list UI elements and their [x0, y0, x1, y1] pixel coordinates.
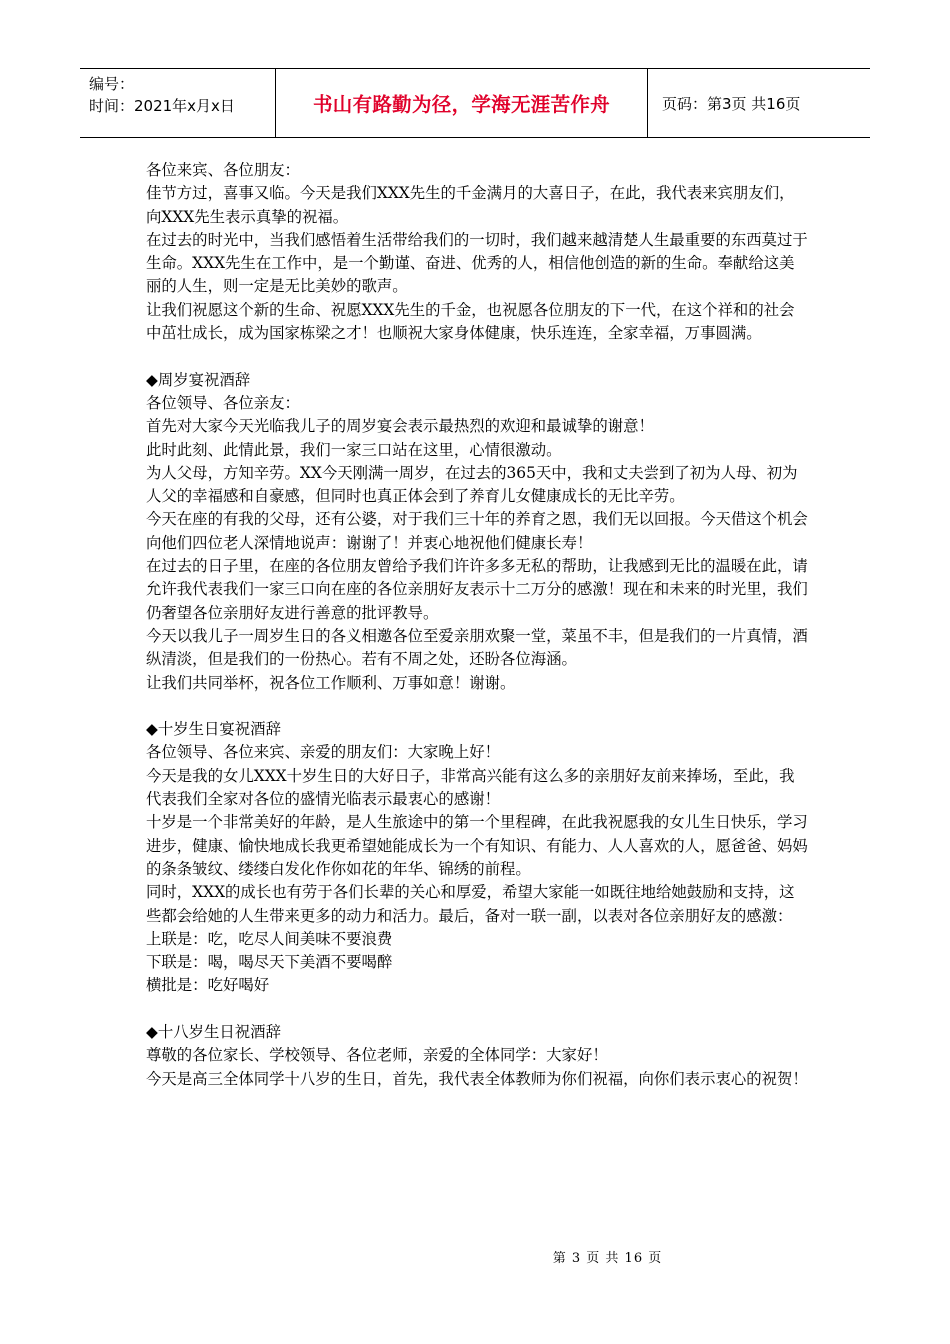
document-date: 时间：2021年x月x日 [89, 97, 235, 115]
paragraph: 佳节方过，喜事又临。今天是我们XXX先生的千金满月的大喜日子，在此，我代表来宾朋友们，向XXX先生表示真挚的祝福。 [146, 184, 795, 226]
paragraph: 今天以我儿子一周岁生日的各义相邀各位至爱亲朋欢聚一堂，菜虽不丰，但是我们的一片真情，酒纵清淡，但是我们的一份热心。若有不周之处，还盼各位海涵。 [146, 626, 808, 669]
page-footer [0, 1247, 950, 1266]
paragraph-spacer [146, 695, 808, 718]
paragraph: 让我们共同举杯，祝各位工作顺利、万事如意！谢谢。 [146, 673, 516, 692]
header-meta [80, 69, 276, 137]
paragraph: 今天是我的女儿XXX十岁生日的大好日子，非常高兴能有这么多的亲朋好友前来捧场，至此，我代表我们全家对各位的盛情光临表示最衷心的感谢！ [146, 766, 795, 809]
couplet-line: 下联是：喝，喝尽天下美酒不要喝醉 [146, 953, 393, 972]
paragraph: 在过去的日子里，在座的各位朋友曾给予我们许许多多无私的帮助，让我感到无比的温暖在此，请允许我代表我们一家三口向在座的各位亲朋好友表示十二万分的感激！现在和未来的时光里，我们仍奢望各位亲朋好友进行善意的批评教导。 [146, 557, 808, 622]
paragraph: 首先对大家今天光临我儿子的周岁宴会表示最热烈的欢迎和最诚挚的谢意！ [146, 417, 654, 436]
header-motto-cell [276, 69, 648, 137]
header-page-info: 页码：第3页 共16页 [662, 94, 801, 113]
couplet-line: 横批是：吃好喝好 [146, 976, 270, 995]
page-header [80, 68, 870, 138]
document-number-label: 编号： [89, 75, 135, 93]
footer-page-number: 第 3 页 共 16 页 [552, 1251, 663, 1266]
paragraph: 各位领导、各位来宾、亲爱的朋友们：大家晚上好！ [146, 743, 500, 762]
section-heading: ◆十岁生日宴祝酒辞 [146, 720, 281, 739]
paragraph: 今天是高三全体同学十八岁的生日，首先，我代表全体教师为你们祝福，向你们表示衷心的祝贺！ [146, 1069, 808, 1088]
couplet-line: 上联是：吃，吃尽人间美味不要浪费 [146, 929, 393, 948]
paragraph: 让我们祝愿这个新的生命、祝愿XXX先生的千金，也祝愿各位朋友的下一代，在这个祥和的社会中茁壮成长，成为国家栋梁之才！也顺祝大家身体健康，快乐连连，全家幸福，万事圆满。 [146, 300, 795, 343]
paragraph-spacer [146, 998, 808, 1021]
paragraph: 各位领导、各位亲友： [146, 393, 300, 412]
paragraph: 各位来宾、各位朋友： [146, 161, 300, 179]
paragraph: 今天在座的有我的父母，还有公婆，对于我们三十年的养育之恩，我们无以回报。今天借这个机会向他们四位老人深情地说声：谢谢了！并衷心地祝他们健康长寿！ [146, 510, 808, 552]
paragraph: 此时此刻、此情此景，我们一家三口站在这里，心情很激动。 [146, 440, 562, 459]
paragraph: 尊敬的各位家长、学校领导、各位老师，亲爱的全体同学：大家好！ [146, 1046, 608, 1065]
document-body [146, 159, 808, 1091]
paragraph: 同时，XXX的成长也有劳于各们长辈的关心和厚爱，希望大家能一如既往地给她鼓励和支持，这些都会给她的人生带来更多的动力和活力。最后，备对一联一副，以表对各位亲朋好友的感激： [146, 883, 795, 925]
section-heading: ◆十八岁生日祝酒辞 [146, 1022, 281, 1041]
paragraph-spacer [146, 345, 808, 368]
paragraph: 为人父母，方知辛劳。XX今天刚满一周岁，在过去的365天中，我和丈夫尝到了初为人母、初为人父的幸福感和自豪感，但同时也真正体会到了养育儿女健康成长的无比辛劳。 [146, 463, 798, 506]
paragraph: 在过去的时光中，当我们感悟着生活带给我们的一切时，我们越来越清楚人生最重要的东西莫过于生命。XXX先生在工作中，是一个勤谨、奋进、优秀的人，相信他创造的新的生命。奉献给这美丽的人生，则一定是无比美妙的歌声。 [146, 230, 808, 296]
paragraph: 十岁是一个非常美好的年龄，是人生旅途中的第一个里程碑，在此我祝愿我的女儿生日快乐，学习进步，健康、愉快地成长我更希望她能成长为一个有知识、有能力、人人喜欢的人，愿爸爸、妈妈的条条皱纹、缕缕白发化作你如花的年华、锦绣的前程。 [146, 813, 808, 878]
section-heading: ◆周岁宴祝酒辞 [146, 370, 251, 389]
header-motto: 书山有路勤为径，学海无涯苦作舟 [312, 93, 610, 116]
